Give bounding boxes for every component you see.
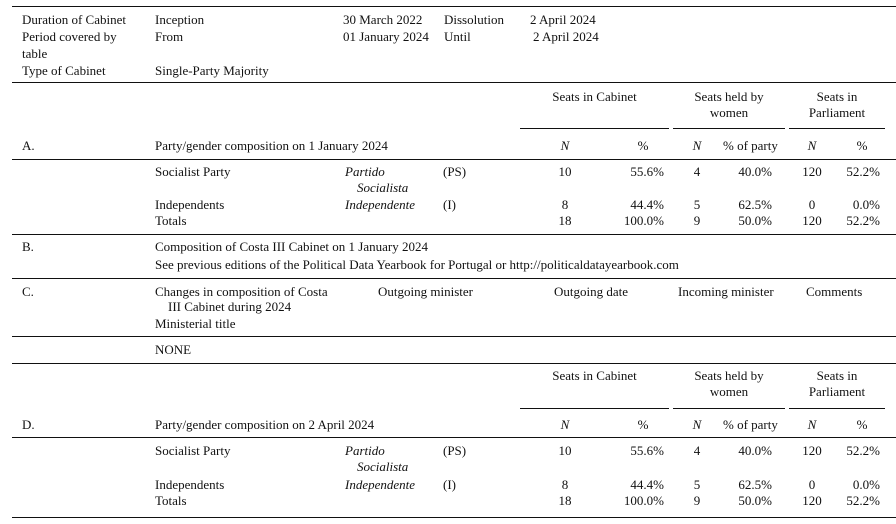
women-pct: 40.0% [738,164,772,179]
group-rule-parl [789,408,885,409]
party-native-name-2: Socialista [357,459,409,474]
totals-label: Totals [155,493,187,508]
col-women-n: N [692,138,702,153]
cabinet-n: 8 [561,477,569,492]
parl-pct: 0.0% [852,477,880,492]
group-seats-cabinet: Seats in Cabinet [552,368,637,383]
totals-label: Totals [155,213,187,228]
cabinet-pct: 44.4% [630,197,664,212]
col-ministerial-title: Ministerial title [155,316,236,331]
col-women-pct-party: % of party [723,417,778,432]
parl-pct: 52.2% [846,443,880,458]
group-seats-parl-2: Parliament [808,105,866,120]
cabinet-n: 18 [558,213,572,228]
rule-top [12,6,896,7]
parl-pct: 52.2% [846,493,880,508]
group-seats-women-2: women [709,384,749,399]
parl-pct: 52.2% [846,213,880,228]
rule-c-end [12,363,896,364]
group-seats-women-2: women [709,105,749,120]
section-d-title: Party/gender composition on 2 April 2024 [155,417,375,432]
group-rule-women [673,408,785,409]
label-period: Period covered by [22,29,117,44]
key-dissolution: Dissolution [444,12,504,27]
cabinet-pct: 44.4% [630,477,664,492]
group-rule-cabinet [520,128,669,129]
section-c-value: NONE [155,342,192,357]
key-until: Until [444,29,471,44]
women-n: 5 [693,477,701,492]
col-comments: Comments [806,284,863,299]
value-inception: 30 March 2022 [343,12,423,27]
rule-a-head [12,159,896,160]
party-name: Independents [155,197,225,212]
group-seats-parl-2: Parliament [808,384,866,399]
value-from: 01 January 2024 [343,29,429,44]
women-n: 9 [693,493,701,508]
party-native-name: Partido [345,164,385,179]
section-c-title-2: III Cabinet during 2024 [168,299,292,314]
women-pct: 40.0% [738,443,772,458]
group-rule-cabinet [520,408,669,409]
group-rule-parl [789,128,885,129]
value-type: Single-Party Majority [155,63,269,78]
section-b-letter: B. [22,239,34,254]
col-outgoing-minister: Outgoing minister [378,284,473,299]
party-abbr: (I) [443,197,456,212]
label-period-2: table [22,46,48,61]
party-abbr: (I) [443,477,456,492]
col-cabinet-pct: % [637,138,649,153]
cabinet-n: 8 [561,197,569,212]
women-pct: 50.0% [738,213,772,228]
section-a-letter: A. [22,138,35,153]
party-abbr: (PS) [443,443,467,458]
label-duration: Duration of Cabinet [22,12,126,27]
cabinet-pct: 100.0% [623,493,664,508]
cabinet-n: 18 [558,493,572,508]
col-parl-pct: % [856,138,868,153]
section-b-note: See previous editions of the Political Data Yearbook for Portugal or http://politicaldatayearbook.com [155,257,679,272]
women-n: 4 [693,443,701,458]
women-pct: 62.5% [738,197,772,212]
col-incoming-minister: Incoming minister [678,284,774,299]
parl-n: 120 [802,443,822,458]
group-seats-women-1: Seats held by [694,89,764,104]
parl-pct: 0.0% [852,197,880,212]
rule-bottom [12,517,896,518]
cabinet-pct: 100.0% [623,213,664,228]
col-parl-n: N [807,417,817,432]
party-native-name: Partido [345,443,385,458]
col-cabinet-n: N [560,138,570,153]
label-type: Type of Cabinet [22,63,106,78]
group-seats-parl-1: Seats in [816,368,858,383]
parl-n: 120 [802,164,822,179]
col-cabinet-n: N [560,417,570,432]
party-native-name: Independente [345,197,416,212]
section-c-letter: C. [22,284,34,299]
group-seats-cabinet: Seats in Cabinet [552,89,637,104]
rule-b-end [12,278,896,279]
value-until: 2 April 2024 [533,29,599,44]
section-c-title: Changes in composition of Costa [155,284,328,299]
rule-d-head [12,437,896,438]
party-name: Independents [155,477,225,492]
rule-a-end [12,234,896,235]
section-b-title: Composition of Costa III Cabinet on 1 January 2024 [155,239,428,254]
group-seats-women-1: Seats held by [694,368,764,383]
women-pct: 62.5% [738,477,772,492]
col-parl-pct: % [856,417,868,432]
key-from: From [155,29,184,44]
women-n: 9 [693,213,701,228]
key-inception: Inception [155,12,205,27]
col-cabinet-pct: % [637,417,649,432]
parl-n: 120 [802,493,822,508]
parl-n: 120 [802,213,822,228]
group-rule-women [673,128,785,129]
cabinet-pct: 55.6% [630,443,664,458]
women-pct: 50.0% [738,493,772,508]
col-women-n: N [692,417,702,432]
women-n: 5 [693,197,701,212]
rule-header [12,82,896,83]
parl-pct: 52.2% [846,164,880,179]
parl-n: 0 [808,197,816,212]
cabinet-pct: 55.6% [630,164,664,179]
party-native-name-2: Socialista [357,180,409,195]
cabinet-n: 10 [558,164,572,179]
value-dissolution: 2 April 2024 [530,12,596,27]
col-parl-n: N [807,138,817,153]
party-name: Socialist Party [155,164,231,179]
group-seats-parl-1: Seats in [816,89,858,104]
col-outgoing-date: Outgoing date [554,284,629,299]
cabinet-n: 10 [558,443,572,458]
rule-c-head [12,336,896,337]
party-native-name: Independente [345,477,416,492]
party-abbr: (PS) [443,164,467,179]
section-a-title: Party/gender composition on 1 January 2024 [155,138,388,153]
parl-n: 0 [808,477,816,492]
party-name: Socialist Party [155,443,231,458]
col-women-pct-party: % of party [723,138,778,153]
women-n: 4 [693,164,701,179]
section-d-letter: D. [22,417,35,432]
